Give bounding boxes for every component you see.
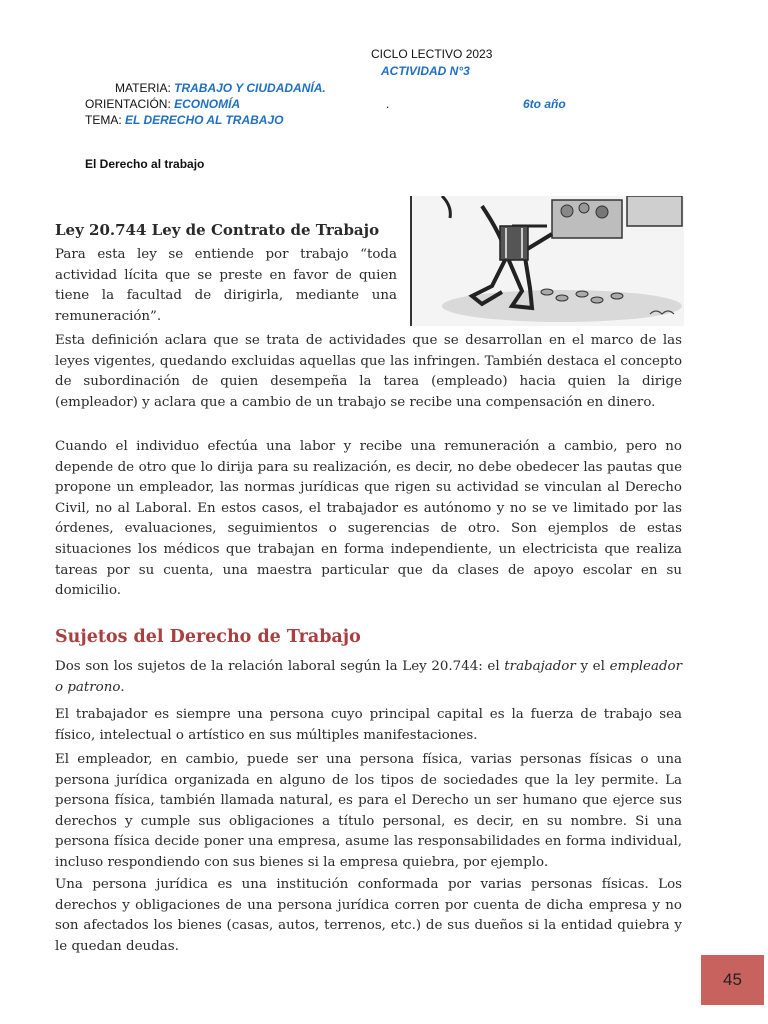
worker-cartoon-icon	[412, 196, 684, 326]
document-subtitle: El Derecho al trabajo	[85, 157, 205, 171]
orientation-value: ECONOMÍA	[174, 97, 241, 111]
autonomous-work-paragraph: Cuando el individuo efectúa una labor y recibe una remuneración a cambio, pero no depende de otro que lo dirija para su realización, es decir, no debe obedecer las pautas que propone un empleador, las normas jurídicas que rigen su actividad se vinculan al Derecho Civil, no al Laboral. En estos casos, el trabajador es autónomo y no se ve limitado por las órdenes, evaluaciones, seguimientos o sugerencias de otro. Son ejemplos de estas situaciones los médicos que trabajan en forma independiente, un electricista que realiza tareas por su cuenta, una maestra particular que da clases de apoyo escolar en su domicilio.	[55, 439, 682, 599]
separator-dot: .	[386, 97, 390, 111]
section-heading-ley: Ley 20.744 Ley de Contrato de Trabajo	[55, 221, 380, 239]
section-heading-sujetos: Sujetos del Derecho de Trabajo	[55, 627, 361, 647]
subjects-intro-text-c: .	[120, 679, 125, 695]
law-definition-paragraph: Para esta ley se entiende por trabajo “toda actividad lícita que se preste en favor de quien tiene la facultad de dirigirla, mediante una remuneración”.	[55, 247, 397, 324]
page-number-badge: 45	[701, 955, 764, 1005]
subjects-intro-text-b: y el	[575, 659, 610, 674]
orientation-label: ORIENTACIÓN:	[85, 97, 171, 111]
subjects-intro-paragraph	[55, 657, 682, 698]
activity-label: ACTIVIDAD N°3	[381, 64, 470, 78]
grade-label: 6to año	[523, 97, 566, 111]
subjects-intro-trabajador: trabajador	[504, 659, 576, 674]
legal-person-paragraph: Una persona jurídica es una institución conformada por varias personas físicas. Los derechos y obligaciones de una persona jurídica corren por cuenta de dicha empresa y no son afectados los bienes (casas, autos, terrenos, etc.) de sus dueños si la entidad quiebra y le quedan deudas.	[55, 877, 682, 954]
cycle-label: CICLO LECTIVO 2023	[371, 47, 493, 61]
employer-paragraph: El empleador, en cambio, puede ser una persona física, varias personas físicas o una persona jurídica organizada en alguno de los tipos de sociedades que la ley permite. La persona física, también llamada natural, es para el Derecho un ser humano que ejerce sus derechos y cumple sus obligaciones a título personal, es decir, en su nombre. Si una persona física decide poner una empresa, asume las responsabilidades en forma individual, incluso respondiendo con sus bienes si la empresa quiebra, por ejemplo.	[55, 752, 682, 870]
orientation-line	[85, 97, 240, 111]
subject-value: TRABAJO Y CIUDADANÍA.	[174, 81, 326, 95]
subjects-intro-empleador: empleador o patrono	[55, 659, 682, 695]
topic-line	[85, 113, 283, 127]
topic-label: TEMA:	[85, 113, 122, 127]
definition-explanation-paragraph: Esta definición aclara que se trata de actividades que se desarrollan en el marco de las leyes vigentes, quedando excluidas aquellas que las infringen. También destaca el concepto de subordinación de quien desempeña la tarea (empleado) hacia quien la dirige (empleador) y aclara que a cambio de un trabajo se recibe una compensación en dinero.	[55, 333, 682, 410]
subjects-intro-text-a: Dos son los sujetos de la relación laboral según la Ley 20.744: el	[55, 659, 505, 674]
cartoon-illustration	[410, 196, 684, 326]
subject-label: MATERIA:	[115, 81, 171, 95]
topic-value: EL DERECHO AL TRABAJO	[125, 113, 284, 127]
subject-line	[115, 81, 326, 95]
worker-paragraph: El trabajador es siempre una persona cuyo principal capital es la fuerza de trabajo sea físico, intelectual o artístico en sus múltiples manifestaciones.	[55, 707, 682, 743]
